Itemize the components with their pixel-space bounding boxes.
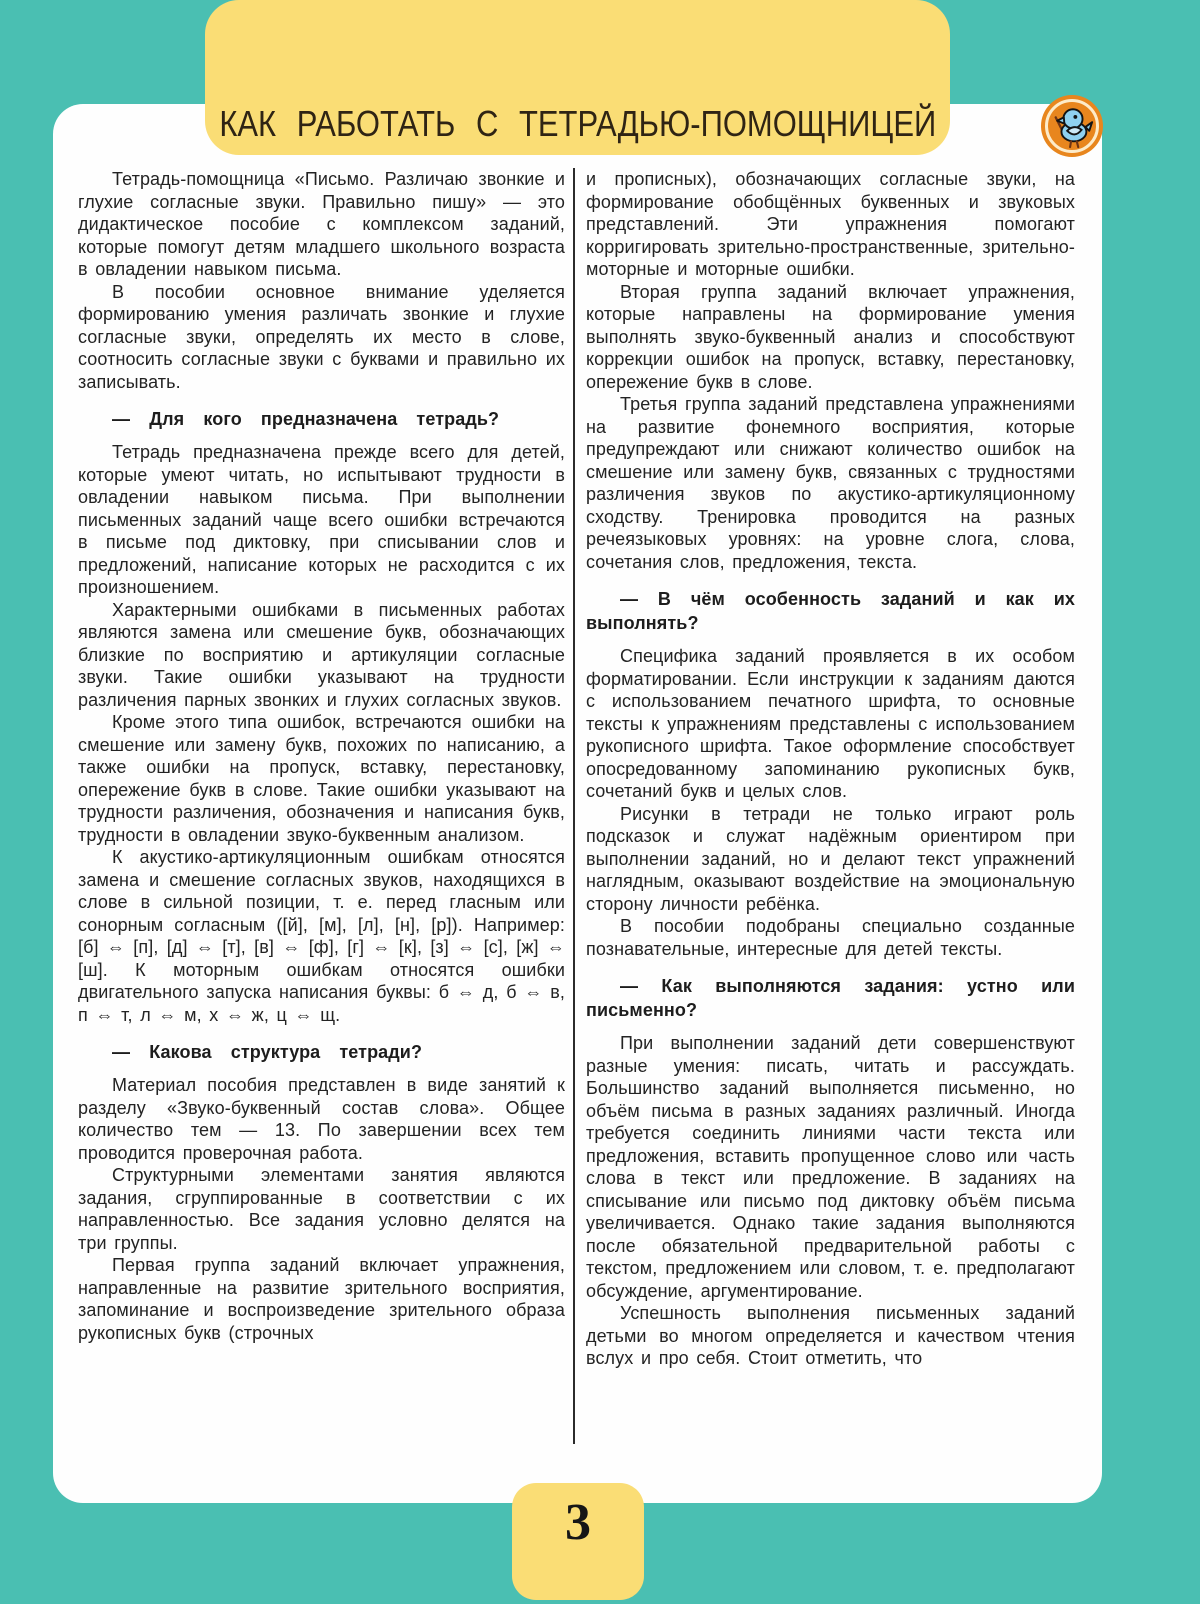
column-divider [573,168,575,1444]
paragraph: Специфика заданий проявляется в их особом форматировании. Если инструкции к заданиям даются с использованием печатного шрифта, то основные тексты к упражнениям представлены с использованием рукописного шрифта. Такое оформление способствует опосредованному запоминанию рукописных букв, сочетаний букв и целых слов. [586,646,1075,801]
paragraph: Тетрадь предназначена прежде всего для детей, которые умеют читать, но испытывают трудности в овладении навыком письма. При выполнении письменных заданий чаще всего ошибки встречаются в письме под диктовку, при списывании слов и предложений, написание которых не расходится с их произношением. [78,442,565,597]
paragraph: Тетрадь-помощница «Письмо. Различаю звонкие и глухие согласные звуки. Правильно пишу» — это дидактическое пособие с комплексом заданий, которые помогут детям младшего школьного возраста в овладении навыком письма. [78,169,565,279]
section-heading: — Для кого предназначена тетрадь? [112,409,500,429]
section-heading: — Как выполняются задания: устно или письменно? [586,976,1075,1020]
paragraph: и прописных), обозначающих согласные звуки, на формирование обобщённых буквенных и звуковых представлений. Эти упражнения помогают корригировать зрительно-пространственные, зрительно-моторные и моторные ошибки. [586,169,1075,279]
paragraph: Вторая группа заданий включает упражнения, которые направлены на формирование умения выполнять звуко-буквенный анализ и способствуют коррекции ошибок на пропуск, вставку, перестановку, опережение букв в слове. [586,281,1075,392]
paragraph: Рисунки в тетради не только играют роль подсказок и служат надёжным ориентиром при выполнении заданий, но и делают текст упражнений наглядным, оказывают воздействие на эмоциональную сторону личности ребёнка. [586,803,1075,914]
text-columns [53,104,1102,1503]
page-card [53,104,1102,1503]
bird-badge [1041,95,1103,157]
right-column [586,168,1075,1370]
page-number-tab [512,1483,644,1600]
paragraph: При выполнении заданий дети совершенствуют разные умения: писать, читать и рассуждать. Большинство заданий выполняется письменно, но объём письма в разных заданиях различный. Иногда требуется соединить линиями части текста или предложения, вставить пропущенное слово или часть слова в текст или предложение. В заданиях на списывание или письмо под диктовку объём письма увеличивается. Однако такие задания выполняются после обязательной предварительной работы с текстом, предложением или словом, т. е. предполагают обсуждение, аргументирование. [586,1033,1075,1301]
header-band [205,0,950,155]
paragraph: В пособии основное внимание уделяется формированию умения различать звонкие и глухие согласные звуки, определять их место в слове, соотносить согласные звуки с буквами и правильно их записывать. [78,281,565,392]
paragraph: Третья группа заданий представлена упражнениями на развитие фонемного восприятия, которые предупреждают или снижают количество ошибок на смешение или замену букв, связанных с трудностями различения звуков по акустико-артикуляционному сходству. Тренировка проводится на разных речеязыковых уровнях: на уровне слога, слова, сочетания слов, предложения, текста. [586,394,1075,572]
section-heading: — В чём особенность заданий и как их выполнять? [586,589,1075,633]
paragraph: Характерными ошибками в письменных работах являются замена или смешение букв, обозначающих близкие по восприятию и артикуляции согласные звуки. Такие ошибки указывают на трудности различения парных звонких и глухих согласных звуков. [78,599,565,710]
badge-ring [1045,99,1099,153]
page-title: КАК РАБОТАТЬ С ТЕТРАДЬЮ-ПОМОЩНИЦЕЙ [219,103,936,144]
paragraph: В пособии подобраны специально созданные познавательные, интересные для детей тексты. [586,916,1075,959]
paragraph: Успешность выполнения письменных заданий детьми во многом определяется и качеством чтения вслух и про себя. Стоит отметить, что [586,1303,1075,1368]
paragraph: Структурными элементами занятия являются задания, сгруппированные в соответствии с их направленностью. Все задания условно делятся на три группы. [78,1165,565,1253]
paragraph: Первая группа заданий включает упражнения, направленные на развитие зрительного восприятия, запоминание и воспроизведение зрительного образа рукописных букв (строчных [78,1255,565,1343]
paragraph: К акустико-артикуляционным ошибкам относятся замена и смешение согласных звуков, находящихся в слове в сильной позиции, т. е. перед гласным или сонорным согласным ([й], [м], [л], [н], [р]). Например: [б] ⇔ [п], [д] ⇔ [т], [в] ⇔ [ф], [г] ⇔ [к], [з] ⇔ [с], [ж] ⇔ [ш]. К моторным ошибкам относятся ошибки двигательного запуска написания буквы: б ⇔ д, б ⇔ в, п ⇔ т, л ⇔ м, х ⇔ ж, ц ⇔ щ. [78,847,565,1025]
left-column [78,168,565,1344]
page-number: 3 [565,1494,591,1551]
paragraph: Материал пособия представлен в виде занятий к разделу «Звуко-буквенный состав слова». Общее количество тем — 13. По завершении всех тем проводится проверочная работа. [78,1075,565,1163]
paragraph: Кроме этого типа ошибок, встречаются ошибки на смешение или замену букв, похожих по написанию, а также ошибки на пропуск, вставку, перестановку, опережение букв в слове. Такие ошибки указывают на трудности различения, обозначения и написания букв, трудности в овладении звуко-буквенным анализом. [78,712,565,845]
section-heading: — Какова структура тетради? [112,1042,423,1062]
